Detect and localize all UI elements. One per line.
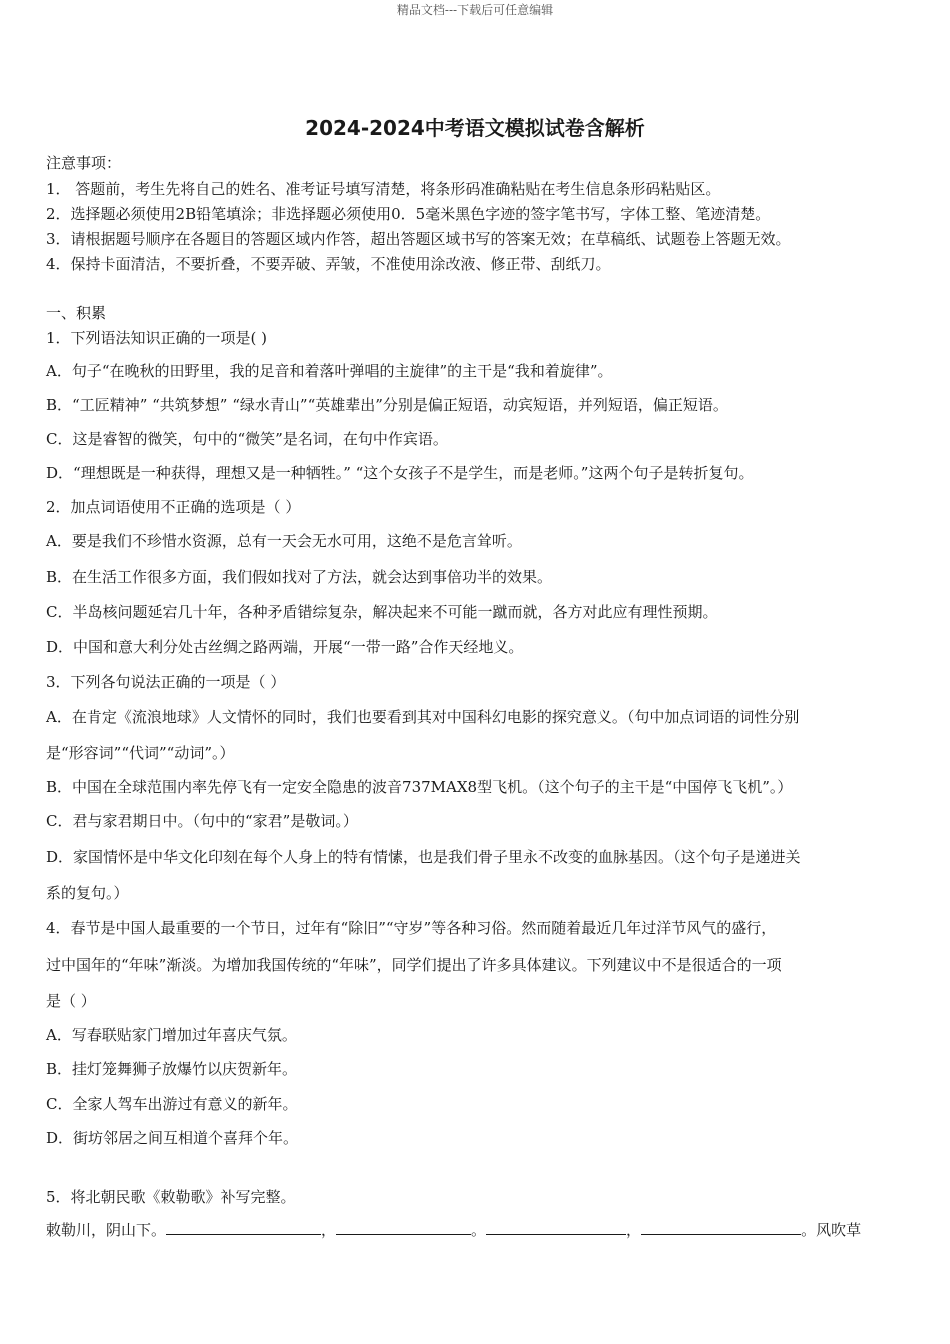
q3-option-a: A．在肯定《流浪地球》人文情怀的同时，我们也要看到其对中国科幻电影的探究意义。（句中加点词语的词性分别 [46,708,800,726]
page-header: 精品文档---下载后可任意编辑 [396,3,554,17]
q4-option-a: A．写春联贴家门增加过年喜庆气氛。 [46,1026,297,1044]
section-heading: 一、积累 [46,304,107,322]
notice-heading: 注意事项： [46,154,122,172]
q3-option-d-cont: 系的复句。） [46,884,129,902]
q3-option-b: B．中国在全球范围内率先停飞有一定安全隐患的波音737MAX8型飞机。（这个句子的主干是“中国停飞飞机”。） [46,778,793,796]
q5-stem: 5．将北朝民歌《敕勒歌》补写完整。 [46,1188,296,1206]
q2-option-d: D．中国和意大利分处古丝绸之路两端，开展“一带一路”合作天经地义。 [46,638,524,656]
answer-blank-4[interactable] [641,1220,801,1235]
q1-option-d: D．“理想既是一种获得，理想又是一种牺牲。” “这个女孩子不是学生，而是老师。”这两个句子是转折复句。 [46,464,754,482]
q2-option-c: C．半岛核问题延宕几十年，各种矛盾错综复杂，解决起来不可能一蹴而就，各方对此应有理性预期。 [46,603,718,621]
q1-option-c: C．这是睿智的微笑，句中的“微笑”是名词，在句中作宾语。 [46,430,448,448]
answer-blank-2[interactable] [336,1220,471,1235]
q3-option-d: D．家国情怀是中华文化印刻在每个人身上的特有情愫，也是我们骨子里永不改变的血脉基因。（这个句子是递进关 [46,848,801,866]
q5-poem-start: 敕勒川，阴山下。 [46,1221,167,1239]
answer-blank-1[interactable] [166,1220,321,1235]
notice-item-4: 4．保持卡面清洁，不要折叠，不要弄破、弄皱，不准使用涂改液、修正带、刮纸刀。 [46,255,611,273]
q4-option-d: D．街坊邻居之间互相道个喜拜个年。 [46,1129,299,1147]
q2-option-b: B．在生活工作很多方面，我们假如找对了方法，就会达到事倍功半的效果。 [46,568,553,586]
notice-item-2: 2．选择题必须使用2B铅笔填涂；非选择题必须使用0．5毫米黑色字迹的签字笔书写，字体工整、笔迹清楚。 [46,205,771,223]
q4-option-b: B．挂灯笼舞狮子放爆竹以庆贺新年。 [46,1060,298,1078]
notice-item-1: 1． 答题前，考生先将自己的姓名、准考证号填写清楚，将条形码准确粘贴在考生信息条形码粘贴区。 [46,180,721,198]
notice-item-3: 3．请根据题号顺序在各题目的答题区域内作答，超出答题区域书写的答案无效；在草稿纸、试题卷上答题无效。 [46,230,791,248]
page-title: 2024-2024中考语文模拟试卷含解析 [305,116,645,140]
q5-separator-1: ， [321,1221,337,1239]
q4-stem-line-3: 是（ ） [46,992,96,1010]
q5-separator-3: ， [626,1221,642,1239]
q5-separator-2: 。 [471,1221,487,1239]
q1-option-b: B．“工匠精神” “共筑梦想” “绿水青山”“英雄辈出”分别是偏正短语，动宾短语，并列短语，偏正短语。 [46,396,728,414]
q3-option-a-cont: 是“形容词”“代词”“动词”。） [46,744,235,762]
q5-fill-line [46,1219,906,1240]
q4-stem-line-1: 4．春节是中国人最重要的一个节日，过年有“除旧”“守岁”等各种习俗。然而随着最近几年过洋节风气的盛行， [46,919,777,937]
q2-stem: 2．加点词语使用不正确的选项是（ ） [46,498,301,516]
q4-stem-line-2: 过中国年的“年味”渐淡。为增加我国传统的“年味”，同学们提出了许多具体建议。下列建议中不是很适合的一项 [46,956,782,974]
q3-stem: 3．下列各句说法正确的一项是（ ） [46,673,286,691]
q4-option-c: C．全家人驾车出游过有意义的新年。 [46,1095,298,1113]
q1-stem: 1．下列语法知识正确的一项是( ) [46,329,268,347]
q3-option-c: C．君与家君期日中。（句中的“家君”是敬词。） [46,812,358,830]
q1-option-a: A．句子“在晚秋的田野里，我的足音和着落叶弹唱的主旋律”的主干是“我和着旋律”。 [46,362,613,380]
q5-poem-end: 。风吹草 [801,1221,862,1239]
answer-blank-3[interactable] [486,1220,626,1235]
q2-option-a: A．要是我们不珍惜水资源，总有一天会无水可用，这绝不是危言耸听。 [46,532,522,550]
